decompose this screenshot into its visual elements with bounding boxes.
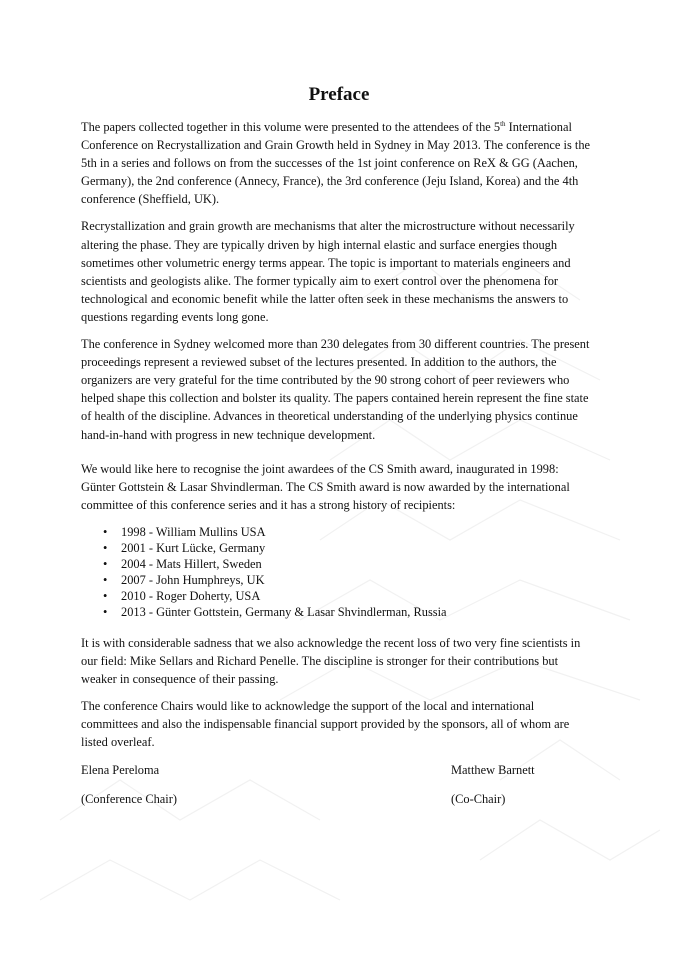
paragraph-intro	[81, 118, 591, 208]
list-item: • 2001 - Kurt Lücke, Germany	[121, 540, 591, 556]
ordinal-superscript: th	[500, 120, 506, 128]
paragraph-intro-rest: International Conference on Recrystallization and Grain Growth held in Sydney in May 2013. The conference is the 5th in a series and follows on from the successes of the 1st joint conference on ReX & GG (Aachen, Germany), the 2nd conference (Annecy, France), the 3rd conference (Jeju Island, Korea) and the 4th conference (Sheffield, UK).	[81, 120, 591, 207]
paragraph-acknowledgement: The conference Chairs would like to acknowledge the support of the local and international committees and also the indispensable financial support provided by the sponsors, all of whom are listed overleaf.	[81, 699, 570, 750]
signature-roles-row	[81, 790, 591, 819]
paragraph-memoriam: It is with considerable sadness that we also acknowledge the recent loss of two very fine scientists in our field: Mike Sellars and Richard Penelle. The discipline is stronger for their contributions but weaker in consequence of their passing.	[81, 635, 581, 687]
award-list	[81, 524, 591, 620]
preface-body	[81, 118, 591, 819]
co-chair-name: Matthew Barnett	[451, 763, 535, 778]
chair-role: (Conference Chair)	[81, 792, 177, 807]
paragraph-mechanisms: Recrystallization and grain growth are mechanisms that alter the microstructure without necessarily altering the phase. They are typically driven by high internal elastic and surface energies though sometimes other volumetric energy terms appear. The topic is important to materials engineers and scientists and geologists alike. The former typically aim to exert control over the phenomena for technological and economic benefit while the latter often seek in these mechanisms the answers to questions regarding events long gone.	[81, 219, 575, 324]
signature-names-row	[81, 761, 591, 790]
list-item: • 2013 - Günter Gottstein, Germany & Lasar Shvindlerman, Russia	[121, 604, 591, 620]
paragraph-intro-start: The papers collected together in this volume were presented to the attendees of the 5	[81, 120, 501, 134]
list-item: • 2010 - Roger Doherty, USA	[121, 588, 591, 604]
co-chair-role: (Co-Chair)	[451, 792, 506, 807]
signature-block	[81, 761, 591, 819]
paragraph-award: We would like here to recognise the joint awardees of the CS Smith award, inaugurated in 1998: Günter Gottstein & Lasar Shvindlerman. The CS Smith award is now awarded by the international committee of this conference series and it has a strong history of recipients:	[81, 461, 570, 512]
list-item: • 2007 - John Humphreys, UK	[121, 572, 591, 588]
paragraph-conference: The conference in Sydney welcomed more than 230 delegates from 30 different countries. The present proceedings represent a reviewed subset of the lectures presented. In addition to the authors, the organizers are very grateful for the time contributed by the 90 strong cohort of peer reviewers who helped shape this collection and bolster its quality. The papers contained herein represent the fine state of health of the discipline. Advances in theoretical understanding of the underlying physics continue hand-in-hand with progress in new technique development.	[81, 337, 590, 442]
chair-name: Elena Pereloma	[81, 763, 160, 778]
page-title: Preface	[308, 84, 370, 105]
list-item: • 1998 - William Mullins USA	[121, 524, 591, 540]
list-item: • 2004 - Mats Hillert, Sweden	[121, 556, 591, 572]
